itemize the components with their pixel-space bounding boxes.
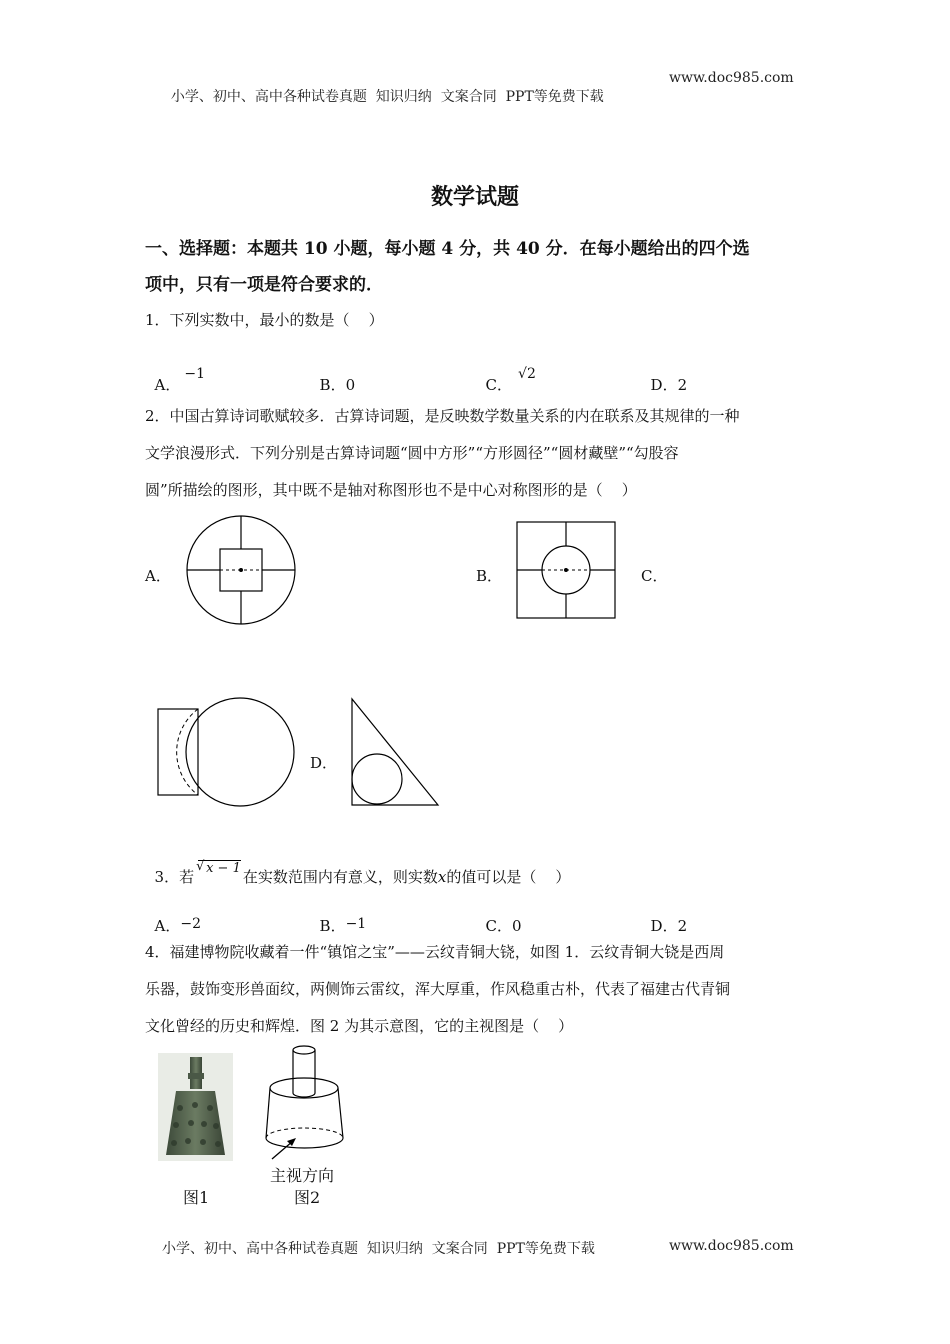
- q1-option-d-value: 2: [677, 376, 688, 394]
- q1-option-c-label: C．: [485, 376, 513, 394]
- q1-option-c-value: √2: [518, 366, 536, 382]
- q4-figure-2-caption: 图2: [294, 1188, 321, 1207]
- q4-stem-line2: 乐器，鼓饰变形兽面纹，两侧饰云雷纹，浑大厚重，作风稳重古朴，代表了福建古代青铜: [145, 980, 731, 998]
- q3-option-b: [310, 897, 366, 936]
- q4-stem-line3: 文化曾经的历史和辉煌．图 2 为其示意图，它的主视图是（ ）: [145, 1017, 574, 1035]
- q3-option-a: [145, 897, 201, 936]
- q3-option-d-label: D．: [650, 917, 678, 935]
- q4-figure-1-photo: [158, 1053, 233, 1161]
- q1-option-c: [476, 356, 536, 395]
- q3-radical: [198, 860, 241, 876]
- q3-option-d: [641, 897, 687, 936]
- q2-option-d-label: D．: [310, 754, 338, 772]
- q2-stem-line3: 圆”所描绘的图形，其中既不是轴对称图形也不是中心对称图形的是（ ）: [145, 481, 637, 499]
- q1-option-b-label: B．: [319, 376, 346, 394]
- q2-stem-line1: 2．中国古算诗词歌赋较多．古算诗词题，是反映数学数量关系的内在联系及其规律的一种: [145, 407, 740, 425]
- q3-option-a-value: −2: [180, 916, 202, 932]
- q2-figure-a: [180, 515, 305, 625]
- q3-option-b-label: B．: [319, 917, 346, 935]
- q1-stem: 1．下列实数中，最小的数是（ ）: [145, 311, 384, 329]
- section-heading-line1: 一、选择题：本题共 10 小题，每小题 4 分，共 40 分．在每小题给出的四个选: [145, 239, 750, 259]
- q2-option-b-label: B．: [476, 567, 503, 585]
- q2-figure-d: [345, 695, 445, 810]
- q3-suffix-a: 在实数范围内有意义，则实数: [242, 868, 438, 886]
- q1-option-d-label: D．: [650, 376, 678, 394]
- q4-view-direction-label: 主视方向: [270, 1166, 335, 1185]
- q2-option-c-label: C．: [641, 567, 668, 585]
- q3-prefix: 3．若: [154, 868, 195, 886]
- page-header: [162, 70, 604, 106]
- q3-stem: [145, 848, 570, 887]
- section-heading-line2: 项中，只有一项是符合要求的．: [145, 275, 383, 295]
- q3-radicand: x − 1: [206, 861, 241, 876]
- q1-option-b-value: 0: [345, 376, 356, 394]
- q3-radical-sign: √: [196, 859, 205, 874]
- q4-figure-1-caption: 图1: [183, 1188, 210, 1207]
- q3-option-c: [476, 897, 522, 936]
- q1-option-d: [641, 356, 687, 395]
- q1-option-a-value: −1: [184, 366, 206, 382]
- q3-var: x: [437, 868, 447, 886]
- q4-figure-2-schematic: [258, 1043, 358, 1168]
- q2-figure-c: [155, 695, 290, 810]
- q1-option-a: [145, 356, 206, 395]
- q3-option-c-value: 0: [512, 917, 522, 935]
- q3-option-d-value: 2: [677, 917, 688, 935]
- q4-stem-line1: 4．福建博物院收藏着一件“镇馆之宝”——云纹青铜大铙，如图 1．云纹青铜大铙是西周: [145, 943, 725, 961]
- q3-option-c-label: C．: [485, 917, 513, 935]
- q2-stem-line2: 文学浪漫形式．下列分别是古算诗词题“圆中方形”“方形圆径”“圆材藏壁”“勾股容: [145, 444, 679, 462]
- footer-url: www.doc985.com: [669, 1238, 794, 1254]
- q2-option-a-label: A．: [145, 567, 171, 585]
- q1-option-b: [310, 356, 355, 395]
- page-title: 数学试题: [430, 184, 519, 210]
- header-text: 小学、初中、高中各种试卷真题 知识归纳 文案合同 PPT等免费下载: [170, 89, 604, 105]
- page-footer: 小学、初中、高中各种试卷真题 知识归纳 文案合同 PPT等免费下载: [162, 1241, 595, 1257]
- header-url: www.doc985.com: [669, 70, 794, 86]
- q3-option-b-value: −1: [345, 916, 367, 932]
- q1-option-a-label: A．: [154, 376, 181, 394]
- q3-suffix-b: 的值可以是（ ）: [446, 868, 571, 886]
- q3-option-a-label: A．: [154, 917, 181, 935]
- q2-figure-b: [515, 520, 619, 620]
